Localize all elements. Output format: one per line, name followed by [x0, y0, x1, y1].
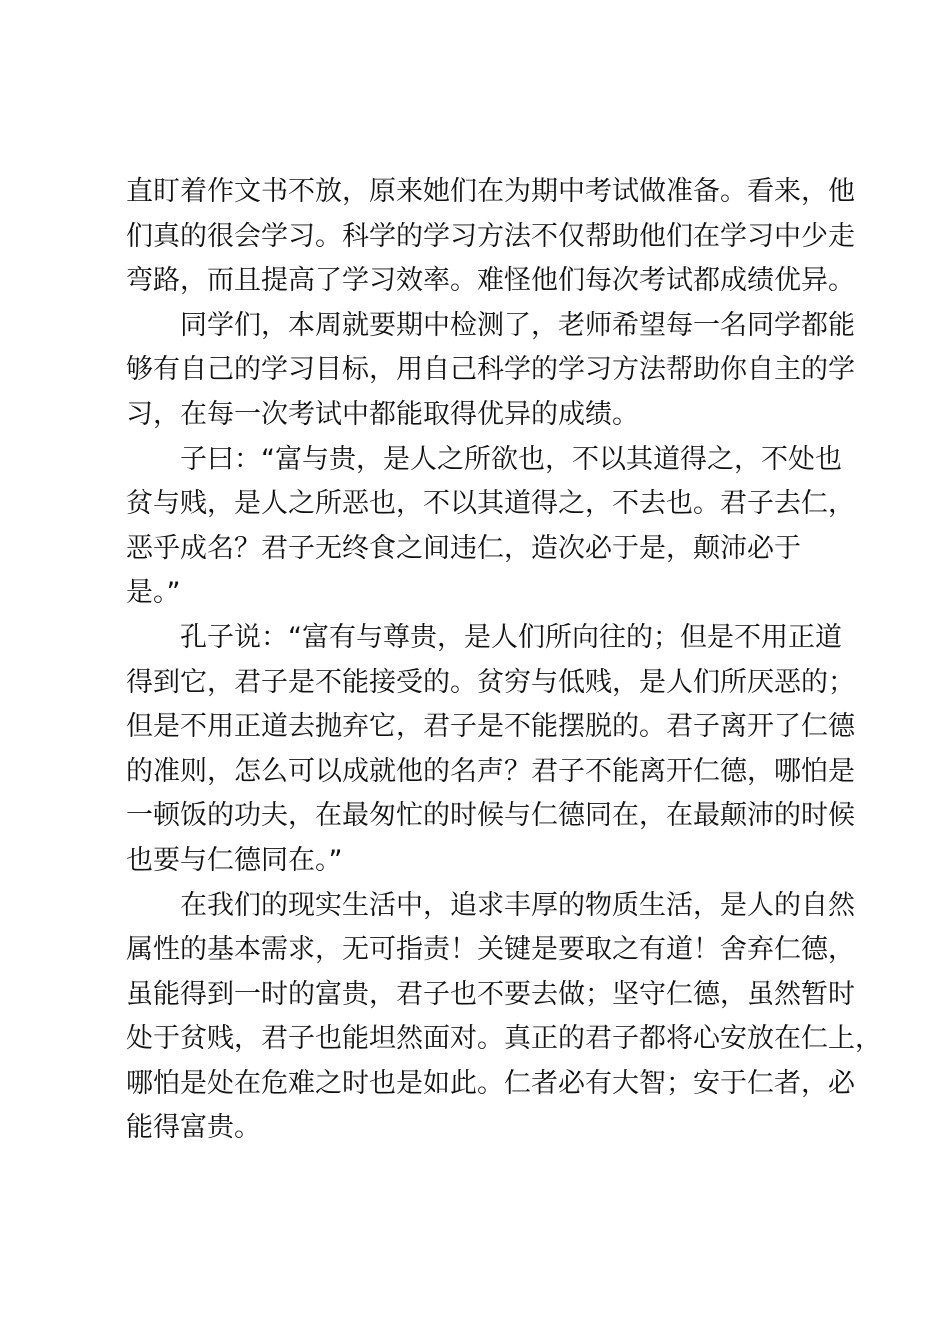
text-line: 子曰：“富与贵，是人之所欲也，不以其道得之，不处也 — [126, 443, 842, 475]
text-line: 恶乎成名？君子无终食之间违仁，造次必于是，颠沛必于 — [126, 532, 801, 564]
text-line: 的准则，怎么可以成就他的名声？君子不能离开仁德，哪怕是 — [126, 755, 855, 787]
text-line: 孔子说：“富有与尊贵，是人们所向往的；但是不用正道 — [126, 621, 842, 653]
text-line: 是。” — [126, 577, 181, 609]
text-line: 但是不用正道去抛弃它，君子是不能摆脱的。君子离开了仁德 — [126, 711, 855, 743]
text-line: 够有自己的学习目标，用自己科学的学习方法帮助你自主的学 — [126, 354, 855, 386]
text-line: 弯路，而且提高了学习效率。难怪他们每次考试都成绩优异。 — [126, 265, 855, 297]
text-line: 也要与仁德同在。” — [126, 844, 343, 876]
body-text — [126, 170, 882, 1151]
text-line: 在我们的现实生活中，追求丰厚的物质生活，是人的自然 — [126, 889, 855, 921]
text-line: 能得富贵。 — [126, 1112, 261, 1144]
text-line: 同学们，本周就要期中检测了，老师希望每一名同学都能 — [126, 309, 855, 341]
text-line: 一顿饭的功夫，在最匆忙的时候与仁德同在，在最颠沛的时候 — [126, 800, 855, 832]
text-line: 属性的基本需求，无可指责！关键是要取之有道！舍弃仁德， — [126, 934, 855, 966]
text-line: 贫与贱，是人之所恶也，不以其道得之，不去也。君子去仁， — [126, 488, 855, 520]
text-line: 得到它，君子是不能接受的。贫穷与低贱，是人们所厌恶的； — [126, 666, 855, 698]
text-line: 哪怕是处在危难之时也是如此。仁者必有大智；安于仁者，必 — [126, 1067, 855, 1099]
text-line: 们真的很会学习。科学的学习方法不仅帮助他们在学习中少走 — [126, 220, 855, 252]
text-line: 虽能得到一时的富贵，君子也不要去做；坚守仁德，虽然暂时 — [126, 978, 855, 1010]
text-line: 直盯着作文书不放，原来她们在为期中考试做准备。看来，他 — [126, 176, 855, 207]
text-line: 处于贫贱，君子也能坦然面对。真正的君子都将心安放在仁上， — [126, 1023, 882, 1055]
text-line: 习，在每一次考试中都能取得优异的成绩。 — [126, 398, 639, 430]
